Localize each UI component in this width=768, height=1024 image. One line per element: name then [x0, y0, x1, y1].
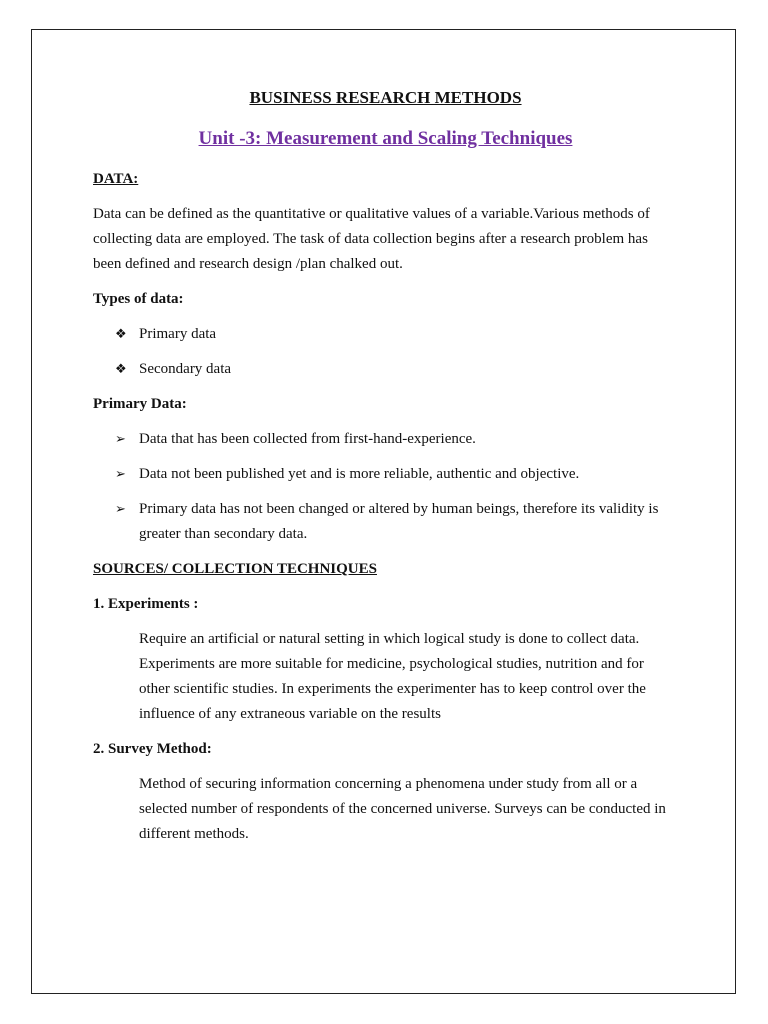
- list-item-text: Data that has been collected from first-hand-experience.: [139, 431, 476, 447]
- list-item: [93, 497, 678, 547]
- survey-paragraph: Method of securing information concerning a phenomena under study from all or a selected number of respondents of the concerned universe. Surveys can be conducted in different methods.: [139, 776, 666, 842]
- list-item: [93, 427, 678, 452]
- four-diamond-icon: ❖: [115, 362, 127, 377]
- types-heading: Types of data:: [93, 291, 184, 307]
- list-item-text: Primary data: [139, 326, 217, 342]
- list-item-text: Primary data has not been changed or altered by human beings, therefore its validity is greater than secondary data.: [139, 501, 659, 542]
- data-heading: DATA:: [93, 171, 139, 187]
- sources-heading: SOURCES/ COLLECTION TECHNIQUES: [93, 561, 377, 577]
- list-item: [93, 357, 678, 382]
- sources-section: [93, 557, 678, 847]
- unit-title: Unit -3: Measurement and Scaling Techniques: [198, 128, 573, 149]
- arrowhead-icon: ➢: [115, 467, 126, 482]
- list-item: [93, 462, 678, 487]
- primary-section: [93, 392, 678, 547]
- list-item-text: Data not been published yet and is more reliable, authentic and objective.: [139, 466, 580, 482]
- arrowhead-icon: ➢: [115, 502, 126, 517]
- survey-subsection: [93, 737, 678, 847]
- primary-heading: Primary Data:: [93, 396, 187, 412]
- primary-list: [93, 427, 678, 547]
- data-paragraph: Data can be defined as the quantitative or qualitative values of a variable.Various methods of collecting data are employed. The task of data collection begins after a research problem has been defined and research design /plan chalked out.: [93, 206, 650, 272]
- document-content: [93, 86, 678, 847]
- types-list: [93, 322, 678, 382]
- experiments-heading: 1. Experiments :: [93, 596, 199, 612]
- arrowhead-icon: ➢: [115, 432, 126, 447]
- experiments-subsection: [93, 592, 678, 727]
- data-section: [93, 167, 678, 277]
- list-item: [93, 322, 678, 347]
- types-section: [93, 287, 678, 382]
- survey-heading: 2. Survey Method:: [93, 741, 212, 757]
- experiments-paragraph: Require an artificial or natural setting in which logical study is done to collect data. Experiments are more suitable for medicine, psychological studies, nutrition and for other scientific studies. In experiments the experimenter has to keep control over the influence of any extraneous variable on the results: [139, 631, 646, 722]
- list-item-text: Secondary data: [139, 361, 232, 377]
- document-title: BUSINESS RESEARCH METHODS: [249, 88, 522, 107]
- four-diamond-icon: ❖: [115, 327, 127, 342]
